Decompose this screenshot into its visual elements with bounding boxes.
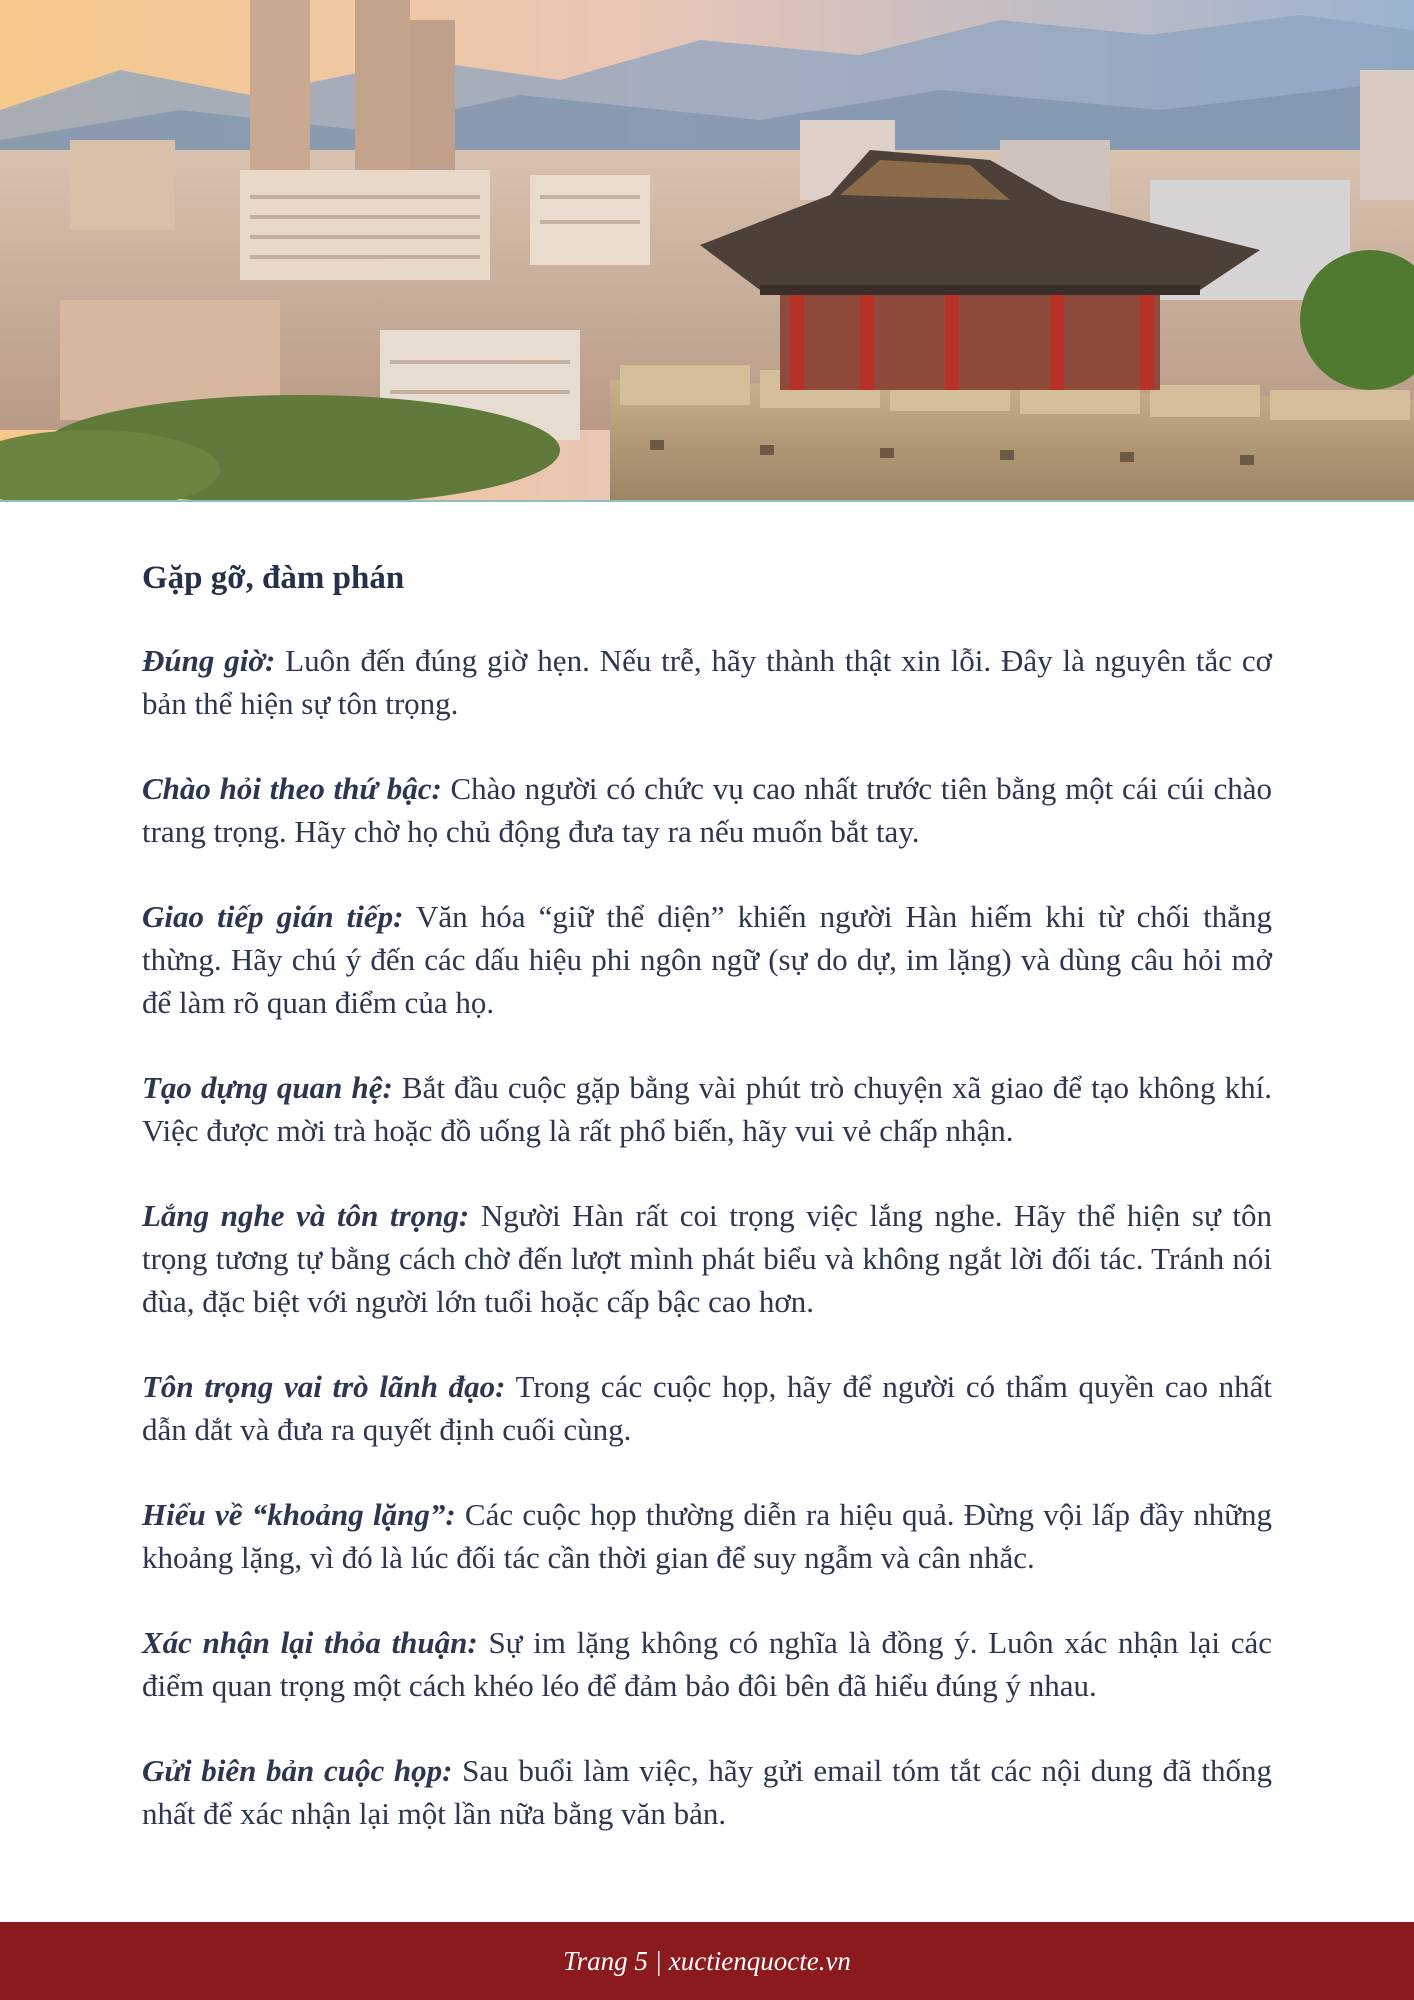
guideline-paragraph [142,1066,1272,1152]
guideline-paragraph [142,1749,1272,1835]
guideline-text: Sự im lặng không có nghĩa là đồng ý. Luôn xác nhận lại các điểm quan trọng một cách khéo léo để đảm bảo đôi bên đã hiểu đúng ý nhau. [142,1625,1272,1703]
guideline-text: Các cuộc họp thường diễn ra hiệu quả. Đừng vội lấp đầy những khoảng lặng, vì đó là lúc đối tác cần thời gian để suy ngẫm và cân nhắc. [142,1497,1272,1575]
section-heading: Gặp gỡ, đàm phán [142,560,405,596]
guideline-text: Văn hóa “giữ thể diện” khiến người Hàn hiếm khi từ chối thẳng thừng. Hãy chú ý đến các dấu hiệu phi ngôn ngữ (sự do dự, im lặng) và dùng câu hỏi mở để làm rõ quan điểm của họ. [142,899,1272,1020]
city-skyline-with-korean-pavilion-photo [0,0,1414,500]
page-footer [0,1922,1414,2000]
guideline-paragraph [142,767,1272,853]
guideline-paragraph [142,1621,1272,1707]
main-content [142,560,1272,1877]
guideline-term: Gửi biên bản cuộc họp: [142,1753,453,1788]
guideline-paragraph [142,639,1272,725]
guideline-term: Tôn trọng vai trò lãnh đạo: [142,1369,506,1404]
guideline-text: Bắt đầu cuộc gặp bằng vài phút trò chuyện xã giao để tạo không khí. Việc được mời trà hoặc đồ uống là rất phổ biến, hãy vui vẻ chấp nhận. [142,1070,1272,1148]
guideline-term: Đúng giờ: [142,643,276,678]
guideline-paragraph [142,895,1272,1024]
guideline-term: Chào hỏi theo thứ bậc: [142,771,442,806]
guideline-text: Trong các cuộc họp, hãy để người có thẩm quyền cao nhất dẫn dắt và đưa ra quyết định cuối cùng. [142,1369,1272,1447]
guideline-term: Hiểu về “khoảng lặng”: [142,1497,456,1532]
guideline-text: Sau buổi làm việc, hãy gửi email tóm tắt các nội dung đã thống nhất để xác nhận lại một lần nữa bằng văn bản. [142,1753,1273,1831]
guideline-text: Người Hàn rất coi trọng việc lắng nghe. Hãy thể hiện sự tôn trọng tương tự bằng cách chờ đến lượt mình phát biểu và không ngắt lời đối tác. Tránh nói đùa, đặc biệt với người lớn tuổi hoặc cấp bậc cao hơn. [142,1198,1272,1319]
guideline-list [142,639,1272,1835]
guideline-term: Lắng nghe và tôn trọng: [142,1198,470,1233]
guideline-text: Chào người có chức vụ cao nhất trước tiên bằng một cái cúi chào trang trọng. Hãy chờ họ chủ động đưa tay ra nếu muốn bắt tay. [142,771,1272,849]
guideline-paragraph [142,1194,1272,1323]
guideline-term: Giao tiếp gián tiếp: [142,899,404,934]
guideline-paragraph [142,1365,1272,1451]
footer-text: Trang 5 | xuctienquocte.vn [563,1945,851,1976]
guideline-term: Xác nhận lại thỏa thuận: [142,1625,478,1660]
guideline-term: Tạo dựng quan hệ: [142,1070,393,1105]
hero-image [0,0,1414,502]
guideline-text: Luôn đến đúng giờ hẹn. Nếu trễ, hãy thành thật xin lỗi. Đây là nguyên tắc cơ bản thể hiện sự tôn trọng. [142,643,1272,721]
guideline-paragraph [142,1493,1272,1579]
